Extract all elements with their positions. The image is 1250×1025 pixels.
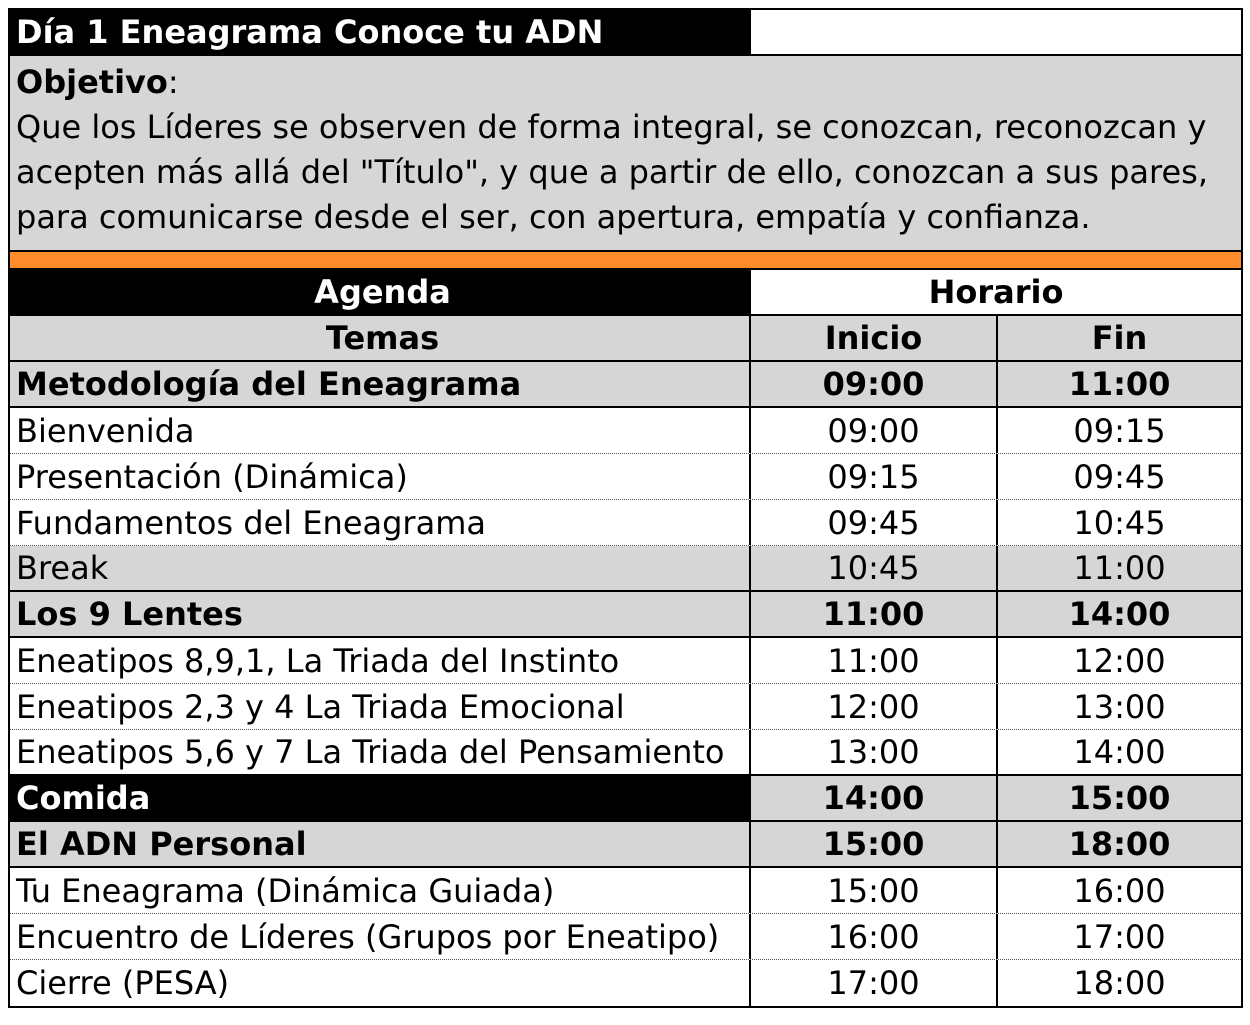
agenda-sheet xyxy=(8,8,1243,1008)
table-row xyxy=(10,868,1241,914)
table-row xyxy=(10,960,1241,1006)
end-time: 09:15 xyxy=(1073,411,1166,450)
inicio-header: Inicio xyxy=(751,316,998,360)
start-time: 09:45 xyxy=(751,500,998,545)
topic: Tu Eneagrama (Dinámica Guiada) xyxy=(10,868,751,913)
table-row xyxy=(10,408,1241,454)
end-time: 17:00 xyxy=(1073,917,1166,956)
start-time: 10:45 xyxy=(751,546,998,590)
break-row xyxy=(10,546,1241,592)
start-time: 09:15 xyxy=(751,454,998,499)
title-row xyxy=(8,8,1243,56)
table-row xyxy=(10,454,1241,500)
section-title: Metodología del Eneagrama xyxy=(10,362,751,406)
start-time: 15:00 xyxy=(751,822,998,866)
objective-text-line-2: acepten más allá del "Título", y que a partir de ello, conozcan a sus pares, xyxy=(16,153,1208,191)
horario-header: Horario xyxy=(751,270,1241,314)
topic: Fundamentos del Eneagrama xyxy=(10,500,751,545)
start-time: 17:00 xyxy=(751,960,998,1006)
table-row xyxy=(10,500,1241,546)
orange-divider xyxy=(8,252,1243,268)
end-time: 18:00 xyxy=(1073,964,1166,1002)
end-time: 12:00 xyxy=(1073,641,1166,680)
topic: Bienvenida xyxy=(10,408,751,453)
start-time: 09:00 xyxy=(751,408,998,453)
objective-label: Objetivo xyxy=(16,63,168,101)
start-time: 12:00 xyxy=(751,684,998,729)
objective-heading: Objetivo: xyxy=(16,63,179,101)
end-time: 14:00 xyxy=(1073,733,1166,771)
fin-header: Fin xyxy=(1091,319,1148,357)
start-time: 16:00 xyxy=(751,914,998,959)
end-time: 10:45 xyxy=(1073,503,1166,542)
end-time: 13:00 xyxy=(1073,687,1166,726)
start-time: 11:00 xyxy=(751,638,998,683)
topic: Eneatipos 8,9,1, La Triada del Instinto xyxy=(10,638,751,683)
start-time: 13:00 xyxy=(751,730,998,774)
end-time: 15:00 xyxy=(1068,779,1171,817)
section-title: Comida xyxy=(10,776,751,820)
start-time: 14:00 xyxy=(751,776,998,820)
agenda-table xyxy=(8,268,1243,1008)
end-time: 09:45 xyxy=(1073,457,1166,496)
section-title: El ADN Personal xyxy=(10,822,751,866)
end-time: 14:00 xyxy=(1068,595,1171,633)
topic: Encuentro de Líderes (Grupos por Eneatipo) xyxy=(10,914,751,959)
section-title: Los 9 Lentes xyxy=(10,592,751,636)
objective-text-line-3: para comunicarse desde el ser, con apertura, empatía y confianza. xyxy=(16,198,1091,236)
table-row xyxy=(10,914,1241,960)
table-subheader-row xyxy=(10,316,1241,362)
page-title: Día 1 Eneagrama Conoce tu ADN xyxy=(10,10,751,54)
end-time: 18:00 xyxy=(1068,825,1171,863)
table-row xyxy=(10,730,1241,776)
start-time: 15:00 xyxy=(751,868,998,913)
end-time: 11:00 xyxy=(1073,549,1166,587)
objective-text-line-1: Que los Líderes se observen de forma integral, se conozcan, reconozcan y xyxy=(16,108,1207,146)
table-row xyxy=(10,638,1241,684)
title-blank-cell xyxy=(751,10,1241,54)
end-time: 11:00 xyxy=(1068,365,1171,403)
temas-header: Temas xyxy=(10,316,751,360)
topic: Cierre (PESA) xyxy=(10,960,751,1006)
section-row xyxy=(10,822,1241,868)
end-time: 16:00 xyxy=(1073,871,1166,910)
topic: Eneatipos 5,6 y 7 La Triada del Pensamiento xyxy=(10,730,751,774)
topic: Presentación (Dinámica) xyxy=(10,454,751,499)
lunch-row xyxy=(10,776,1241,822)
table-header-row xyxy=(10,270,1241,316)
section-row xyxy=(10,362,1241,408)
objective-block xyxy=(8,56,1243,252)
section-row xyxy=(10,592,1241,638)
agenda-header: Agenda xyxy=(10,270,751,314)
start-time: 11:00 xyxy=(751,592,998,636)
start-time: 09:00 xyxy=(751,362,998,406)
topic: Eneatipos 2,3 y 4 La Triada Emocional xyxy=(10,684,751,729)
topic: Break xyxy=(10,546,751,590)
table-row xyxy=(10,684,1241,730)
